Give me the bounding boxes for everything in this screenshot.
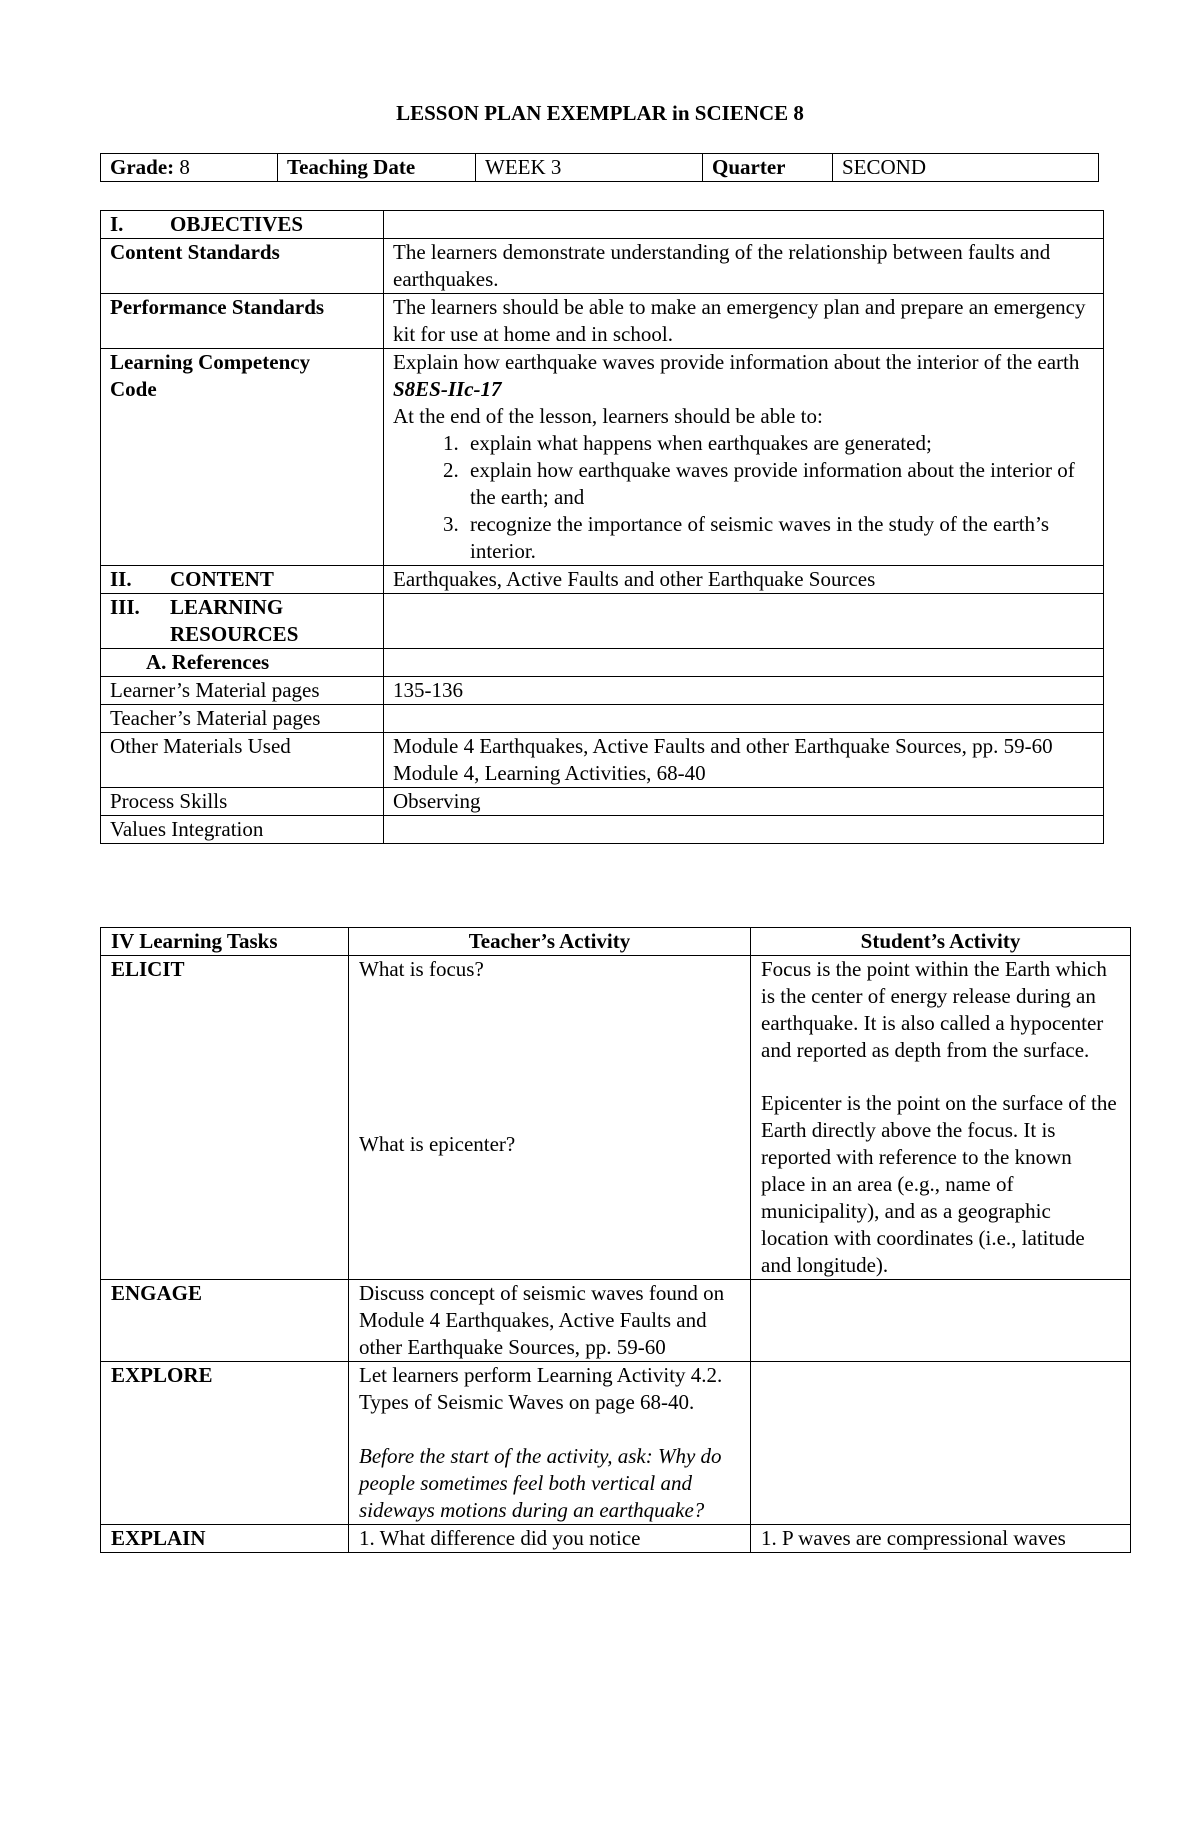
teaching-date-value: WEEK 3: [476, 154, 703, 182]
explore-teacher: Let learners perform Learning Activity 4.2. Types of Seismic Waves on page 68-40. Before the start of the activity, ask: Why do people sometimes feel both vertical and sideways motions during an earthquake?: [349, 1362, 751, 1525]
teaching-date-label: Teaching Date: [278, 154, 476, 182]
resources-heading: III. LEARNING RESOURCES: [101, 594, 384, 649]
quarter-label: Quarter: [703, 154, 833, 182]
table-row: [101, 1525, 1131, 1553]
teachers-material-label: Teacher’s Material pages: [101, 705, 384, 733]
teachers-material-value: [384, 705, 1104, 733]
elicit-teacher: What is focus? What is epicenter?: [349, 956, 751, 1280]
grade-cell: [101, 154, 278, 182]
learners-material-value: 135-136: [384, 677, 1104, 705]
explore-student: [751, 1362, 1131, 1525]
process-skills-label: Process Skills: [101, 788, 384, 816]
explain-label: EXPLAIN: [101, 1525, 349, 1553]
learning-tasks-table: [100, 927, 1131, 1553]
explore-label: EXPLORE: [101, 1362, 349, 1525]
list-item: 3. recognize the importance of seismic waves in the study of the earth’s interior.: [464, 511, 1094, 565]
table-row: [101, 1280, 1131, 1362]
list-item: 2. explain how earthquake waves provide information about the interior of the earth; and: [464, 457, 1094, 511]
content-standards-label: Content Standards: [101, 239, 384, 294]
learners-material-label: Learner’s Material pages: [101, 677, 384, 705]
explain-student: 1. P waves are compressional waves: [751, 1525, 1131, 1553]
competency-code: S8ES-IIc-17: [393, 377, 502, 401]
references-heading: A. References: [101, 649, 384, 677]
column-header-student: Student’s Activity: [751, 928, 1131, 956]
column-header-tasks: IV Learning Tasks: [101, 928, 349, 956]
elicit-label: ELICIT: [101, 956, 349, 1280]
other-materials-label: Other Materials Used: [101, 733, 384, 788]
competency-intro: At the end of the lesson, learners should be able to:: [393, 404, 823, 428]
competency-list: [393, 430, 1094, 565]
competency-label: Learning Competency Code: [101, 349, 384, 566]
other-materials-value: Module 4 Earthquakes, Active Faults and other Earthquake Sources, pp. 59-60 Module 4, Learning Activities, 68-40: [384, 733, 1104, 788]
table-row: [101, 956, 1131, 1280]
process-skills-value: Observing: [384, 788, 1104, 816]
values-integration-value: [384, 816, 1104, 844]
content-standards-value: The learners demonstrate understanding of the relationship between faults and earthquakes.: [384, 239, 1104, 294]
engage-teacher: Discuss concept of seismic waves found on Module 4 Earthquakes, Active Faults and other Earthquake Sources, pp. 59-60: [349, 1280, 751, 1362]
column-header-teacher: Teacher’s Activity: [349, 928, 751, 956]
content-value: Earthquakes, Active Faults and other Earthquake Sources: [384, 566, 1104, 594]
content-heading: II. CONTENT: [101, 566, 384, 594]
elicit-student: Focus is the point within the Earth which is the center of energy release during an earthquake. It is also called a hypocenter and reported as depth from the surface. Epicenter is the point on the surface of the Earth directly above the focus. It is reported with reference to the known place in an area (e.g., name of municipality), and as a geographic location with coordinates (i.e., latitude and longitude).: [751, 956, 1131, 1280]
competency-value: [384, 349, 1104, 566]
quarter-value: SECOND: [833, 154, 1099, 182]
header-table: [100, 153, 1099, 182]
objectives-heading: I. OBJECTIVES: [101, 211, 384, 239]
table-header-row: [101, 928, 1131, 956]
table-row: [101, 1362, 1131, 1525]
engage-student: [751, 1280, 1131, 1362]
values-integration-label: Values Integration: [101, 816, 384, 844]
engage-label: ENGAGE: [101, 1280, 349, 1362]
performance-standards-label: Performance Standards: [101, 294, 384, 349]
competency-text: Explain how earthquake waves provide information about the interior of the earth: [393, 350, 1080, 374]
grade-label: Grade:: [110, 155, 175, 179]
objectives-table: [100, 210, 1104, 844]
explain-teacher: 1. What difference did you notice: [349, 1525, 751, 1553]
performance-standards-value: The learners should be able to make an emergency plan and prepare an emergency kit for use at home and in school.: [384, 294, 1104, 349]
list-item: 1. explain what happens when earthquakes are generated;: [464, 430, 1094, 457]
page-title: LESSON PLAN EXEMPLAR in SCIENCE 8: [396, 101, 804, 125]
grade-value: 8: [179, 155, 190, 179]
